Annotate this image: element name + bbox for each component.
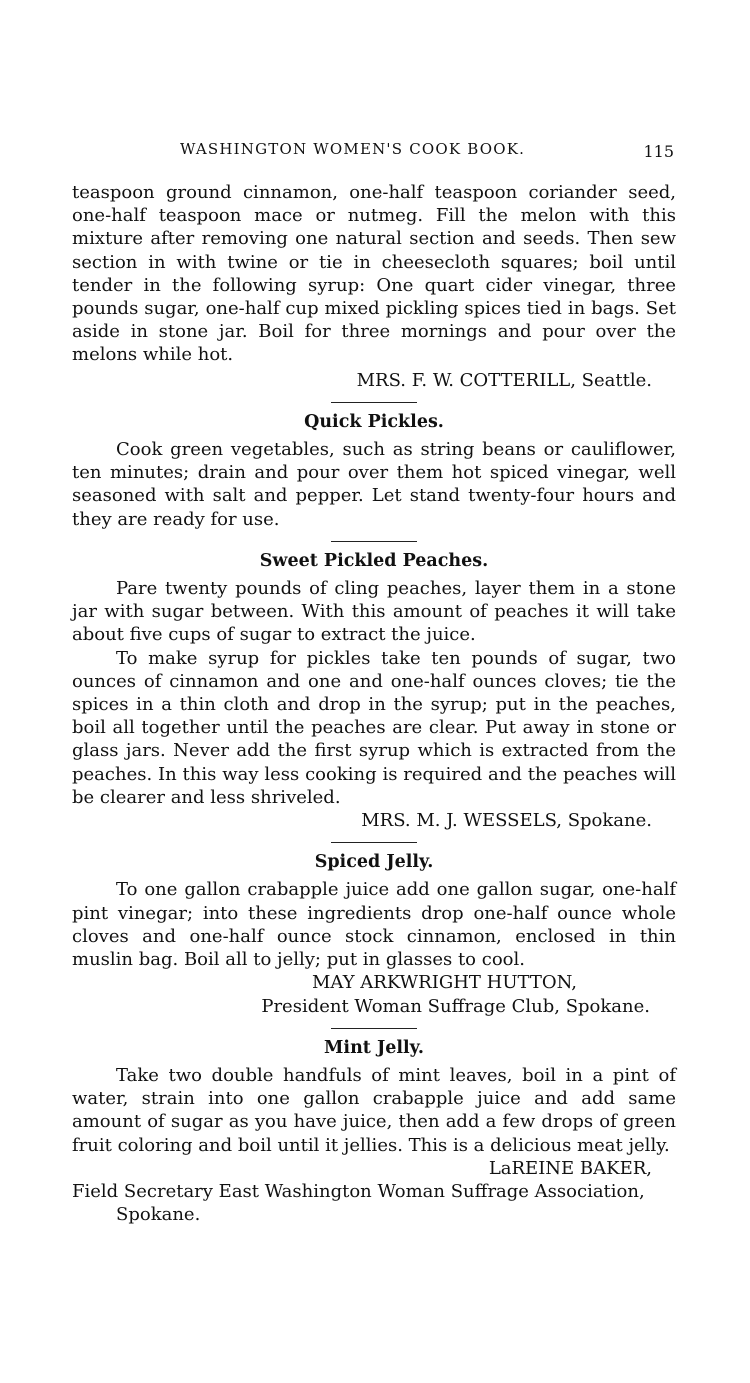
signature: MRS. M. J. WESSELS, Spokane. — [361, 810, 652, 832]
signature-name: LaREINE BAKER, — [488, 1157, 652, 1179]
continued-recipe-text: teaspoon ground cinnamon, one-half teaspoon coriander seed, one-half teaspoon mace or nutmeg. Fill the melon with this mixture after removing one natural section and seeds. Then sew section in with twine or tie in cheesecloth squares; boil until tender in the following syrup: One quart cider vinegar, three pounds sugar, one-half cup mixed pickling spices tied in bags. Set aside in stone jar. Boil for three mornings and pour over the melons while hot. — [72, 182, 676, 366]
page-header — [72, 138, 676, 164]
recipe-paragraph: Cook green vegetables, such as string beans or cauliflower, ten minutes; drain and pour over them hot spiced vinegar, well seasoned with salt and pepper. Let stand twenty-four hours and they are ready for use. — [72, 439, 676, 530]
recipe-paragraph: Pare twenty pounds of cling peaches, layer them in a stone jar with sugar between. With this amount of peaches it will take about five cups of sugar to extract the juice. — [72, 578, 676, 646]
recipe-paragraph: To make syrup for pickles take ten pounds of sugar, two ounces of cinnamon and one and one-half ounces cloves; tie the spices in a thin cloth and drop in the syrup; put in the peaches, boil all together until the peaches are clear. Put away in stone or glass jars. Never add the first syrup which is extracted from the peaches. In this way less cooking is required and the peaches will be clearer and less shriveled. — [72, 647, 676, 808]
recipe-title: Quick Pickles. — [304, 411, 444, 432]
recipe-paragraph: To one gallon crabapple juice add one gallon sugar, one-half pint vinegar; into these ingredients drop one-half ounce whole cloves and one-half ounce stock cinnamon, enclosed in thin muslin bag. Boil all to jelly; put in glasses to cool. — [72, 879, 676, 971]
signature-name: MAY ARKWRIGHT HUTTON, — [312, 972, 577, 994]
recipe-title: Mint Jelly. — [324, 1037, 424, 1058]
recipe-paragraph: Take two double handfuls of mint leaves, boil in a pint of water, strain into one gallon crabapple juice and add same amount of sugar as you have juice, then add a few drops of green fruit coloring and boil until it jellies. This is a delicious meat jelly. — [72, 1064, 676, 1156]
divider — [331, 842, 417, 843]
signature-title: Field Secretary East Washington Woman Suffrage Association, Spokane. — [72, 1180, 645, 1226]
divider — [331, 541, 417, 542]
divider — [331, 1028, 417, 1029]
divider — [331, 402, 417, 403]
recipe-title: Sweet Pickled Peaches. — [259, 550, 489, 571]
signature-title: President Woman Suffrage Club, Spokane. — [261, 995, 650, 1017]
book-page — [72, 138, 676, 1226]
signature: MRS. F. W. COTTERILL, Seattle. — [356, 369, 652, 391]
recipe-title: Spiced Jelly. — [314, 852, 434, 873]
running-title: WASHINGTON WOMEN'S COOK BOOK. — [180, 140, 526, 158]
page-number: 115 — [643, 142, 674, 161]
